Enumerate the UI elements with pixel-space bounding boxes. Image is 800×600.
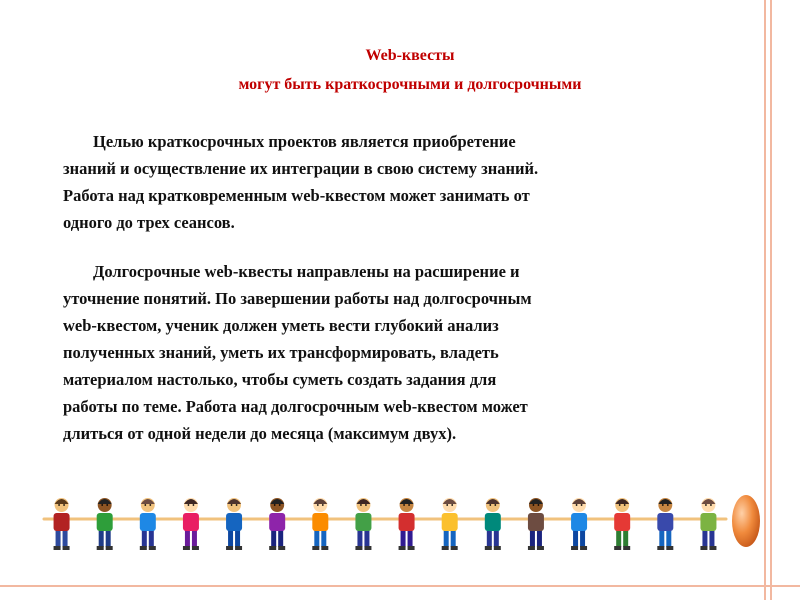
child-figure: [97, 498, 113, 550]
paragraph-line: знаний и осуществление их интеграции в свою систему знаний.: [63, 159, 539, 178]
child-figure: [700, 498, 716, 550]
child-figure: [485, 498, 501, 550]
paragraph-line: работы по теме. Работа над долгосрочным web-квестом может: [63, 397, 528, 416]
paragraph-line: Работа над кратковременным web-квестом может занимать от: [63, 186, 530, 205]
paragraph-line: Долгосрочные web-квесты направлены на расширение и: [93, 262, 520, 281]
child-figure: [355, 498, 371, 550]
child-figure: [528, 498, 544, 550]
child-figure: [54, 498, 70, 550]
child-figure: [614, 498, 630, 550]
paragraph-short-term: [63, 128, 743, 236]
paragraph-line: полученных знаний, уметь их трансформировать, владеть: [63, 343, 499, 362]
child-figure: [183, 498, 199, 550]
child-figure: [226, 498, 242, 550]
orange-orb-icon: [731, 494, 761, 548]
paragraph-line: одного до трех сеансов.: [63, 213, 235, 232]
paragraph-line: web-квестом, ученик должен уметь вести глубокий анализ: [63, 316, 499, 335]
paragraph-line: уточнение понятий. По завершении работы над долгосрочным: [63, 289, 532, 308]
slide-border-bottom: [0, 585, 800, 587]
slide-title-line2: могут быть краткосрочными и долгосрочными: [238, 76, 582, 93]
child-figure: [269, 498, 285, 550]
paragraph-long-term: [63, 258, 743, 447]
paragraph-line: длиться от одной недели до месяца (максимум двух).: [63, 424, 457, 443]
child-figure: [399, 498, 415, 550]
child-figure: [140, 498, 156, 550]
slide-title-line1: Web-квесты: [365, 47, 455, 64]
paragraph-line: материалом настолько, чтобы суметь создать задания для: [63, 370, 497, 389]
child-figure: [657, 498, 673, 550]
children-holding-hands-icon: [40, 495, 730, 555]
paragraph-line: Целью краткосрочных проектов является приобретение: [93, 132, 516, 151]
child-figure: [571, 498, 587, 550]
child-figure: [312, 498, 328, 550]
child-figure: [442, 498, 458, 550]
